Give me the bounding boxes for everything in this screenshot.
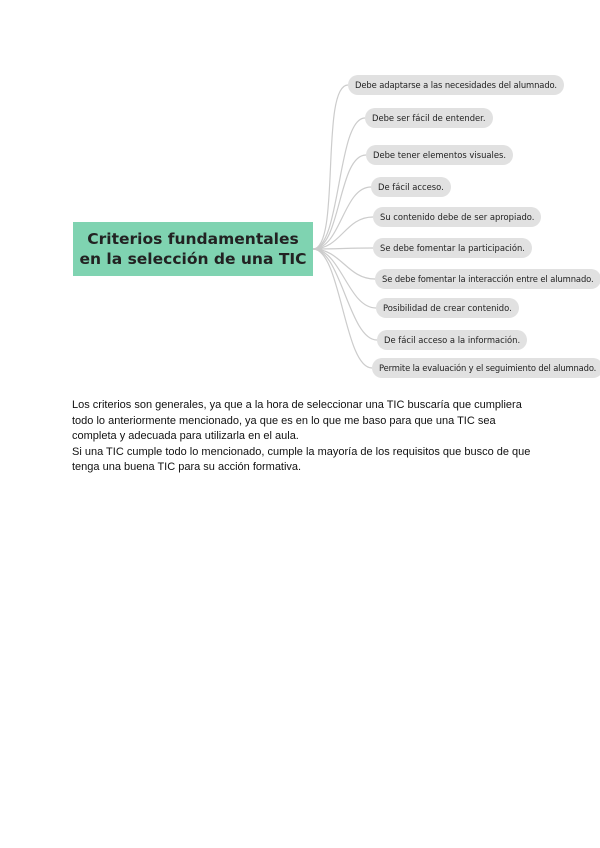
branch-node-3: Debe tener elementos visuales.	[366, 145, 513, 165]
branch-node-6: Se debe fomentar la participación.	[373, 238, 532, 258]
branch-node-9: De fácil acceso a la información.	[377, 330, 527, 350]
paragraph-1: Los criterios son generales, ya que a la hora de seleccionar una TIC buscaría que cumpliera todo lo anteriormente mencionado, ya que es en lo que me baso para que una TIC sea completa y adecuada para utilizarla en el aula.	[72, 399, 522, 442]
body-text	[72, 398, 542, 476]
connector-9	[313, 249, 377, 340]
branch-node-4: De fácil acceso.	[371, 177, 451, 197]
branch-node-7: Se debe fomentar la interacción entre el alumnado.	[375, 269, 600, 289]
branch-node-8: Posibilidad de crear contenido.	[376, 298, 519, 318]
paragraph-2: Si una TIC cumple todo lo mencionado, cumple la mayoría de los requisitos que busco de que tenga una buena TIC para su acción formativa.	[72, 445, 531, 473]
connector-2	[313, 118, 365, 249]
branch-node-1: Debe adaptarse a las necesidades del alumnado.	[348, 75, 564, 95]
connector-10	[313, 249, 372, 368]
central-topic: Criterios fundamentales en la selección de una TIC	[73, 222, 313, 276]
branch-node-10: Permite la evaluación y el seguimiento del alumnado.	[372, 358, 600, 378]
connector-3	[313, 155, 366, 249]
branch-node-5: Su contenido debe de ser apropiado.	[373, 207, 541, 227]
branch-node-2: Debe ser fácil de entender.	[365, 108, 493, 128]
mind-map	[0, 0, 600, 400]
